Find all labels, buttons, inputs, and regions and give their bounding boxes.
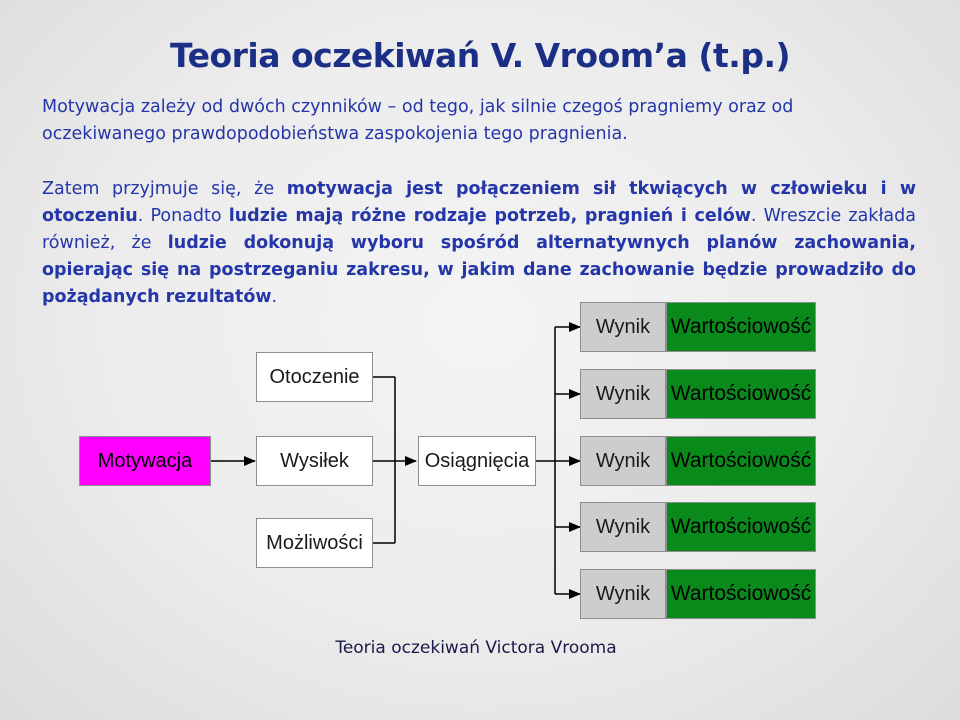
valence-label-3: Wartościowość — [670, 449, 812, 472]
achievements-box — [418, 436, 536, 486]
environment-box — [256, 352, 373, 402]
valence-box-2 — [666, 369, 816, 419]
result-box-5 — [580, 569, 666, 619]
valence-box-5 — [666, 569, 816, 619]
valence-label-1: Wartościowość — [670, 315, 812, 338]
abilities-label: Możliwości — [266, 531, 363, 554]
result-box-1 — [580, 302, 666, 352]
valence-label-2: Wartościowość — [670, 382, 812, 405]
diagram-caption: Teoria oczekiwań Victora Vrooma — [335, 638, 617, 658]
intro-paragraph: Motywacja zależy od dwóch czynników – od tego, jak silnie czegoś pragniemy oraz od oczekiwanego prawdopodobieństwa zaspokojenia tego pragnienia. — [42, 97, 794, 144]
motivation-label: Motywacja — [97, 449, 193, 472]
achievements-label: Osiągnięcia — [424, 449, 530, 472]
body-text-1: Zatem przyjmuje się, że — [42, 179, 287, 199]
body-bold-3: ludzie dokonują wyboru spośród alternatywnych planów zachowania, opierając się na postrzeganiu zakresu, w jakim dane zachowanie będzie prowadziło do pożądanych rezultatów — [42, 233, 916, 307]
result-label-4: Wynik — [595, 515, 651, 538]
result-box-3 — [580, 436, 666, 486]
valence-label-4: Wartościowość — [670, 515, 812, 538]
effort-box — [256, 436, 373, 486]
motivation-box — [79, 436, 211, 486]
abilities-box — [256, 518, 373, 568]
body-bold-2: ludzie mają różne rodzaje potrzeb, pragnień i celów — [228, 206, 751, 226]
result-label-5: Wynik — [595, 582, 651, 605]
body-bold-1: motywacja jest połączeniem sił tkwiących w człowieku i w otoczeniu — [42, 179, 916, 226]
valence-box-1 — [666, 302, 816, 352]
body-text-4: . — [271, 287, 278, 307]
result-label-1: Wynik — [595, 315, 651, 338]
valence-box-3 — [666, 436, 816, 486]
body-text-3: . Wreszcie zakłada również, że — [42, 206, 916, 253]
body-text-2: . Ponadto — [137, 206, 229, 226]
slide-title: Teoria oczekiwań V. Vroom’a (t.p.) — [169, 36, 791, 75]
environment-label: Otoczenie — [269, 365, 360, 388]
effort-label: Wysiłek — [280, 449, 349, 472]
valence-box-4 — [666, 502, 816, 552]
valence-label-5: Wartościowość — [670, 582, 812, 605]
result-box-2 — [580, 369, 666, 419]
result-label-2: Wynik — [595, 382, 651, 405]
result-box-4 — [580, 502, 666, 552]
result-label-3: Wynik — [595, 449, 651, 472]
